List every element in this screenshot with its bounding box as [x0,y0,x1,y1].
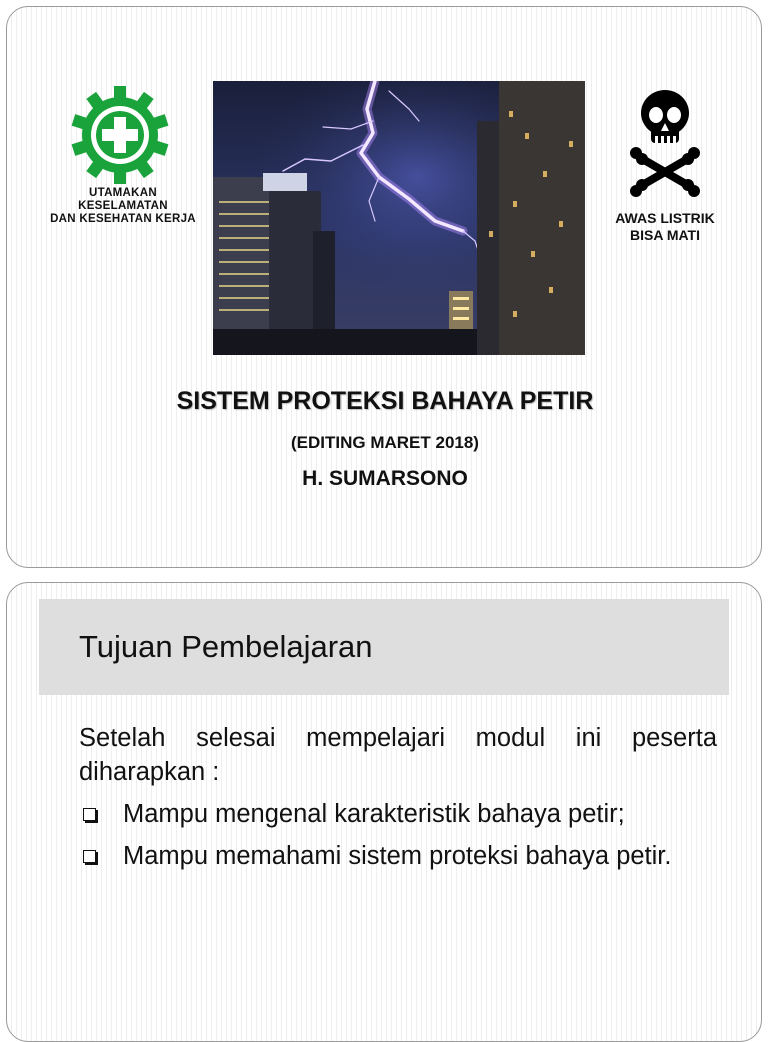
logo-caption-line: KESELAMATAN [78,200,168,212]
logo-caption [33,187,213,226]
objectives-slide [6,582,762,1042]
title-slide [6,6,762,568]
logo-caption-line: DAN KESEHATAN KERJA [50,213,196,225]
title-band [39,599,729,695]
list-item-text: Mampu memahami sistem proteksi bahaya petir. [123,842,672,870]
skull-crossbones-icon [629,87,701,197]
warning-line: AWAS LISTRIK [615,210,715,226]
slide-heading: Tujuan Pembelajaran [79,629,373,664]
warning-caption [595,210,735,244]
slide-subtitle: (EDITING MARET 2018) [291,433,479,452]
logo-caption-line: UTAMAKAN [89,187,157,199]
author-name: H. SUMARSONO [302,467,468,490]
k3-gear-cross-icon [63,85,177,187]
intro-paragraph: Setelah selesai mempelajari modul ini peserta diharapkan : [79,724,717,786]
slide-body [79,721,717,873]
list-item-text: Mampu mengenal karakteristik bahaya petir; [123,800,625,828]
list-item [79,839,717,873]
checkbox-bullet-icon [83,850,96,863]
list-item [79,797,717,831]
lightning-city-photo [213,81,585,355]
slide-title: SISTEM PROTEKSI BAHAYA PETIR [176,387,594,415]
checkbox-bullet-icon [83,808,96,821]
warning-line: BISA MATI [630,227,700,243]
